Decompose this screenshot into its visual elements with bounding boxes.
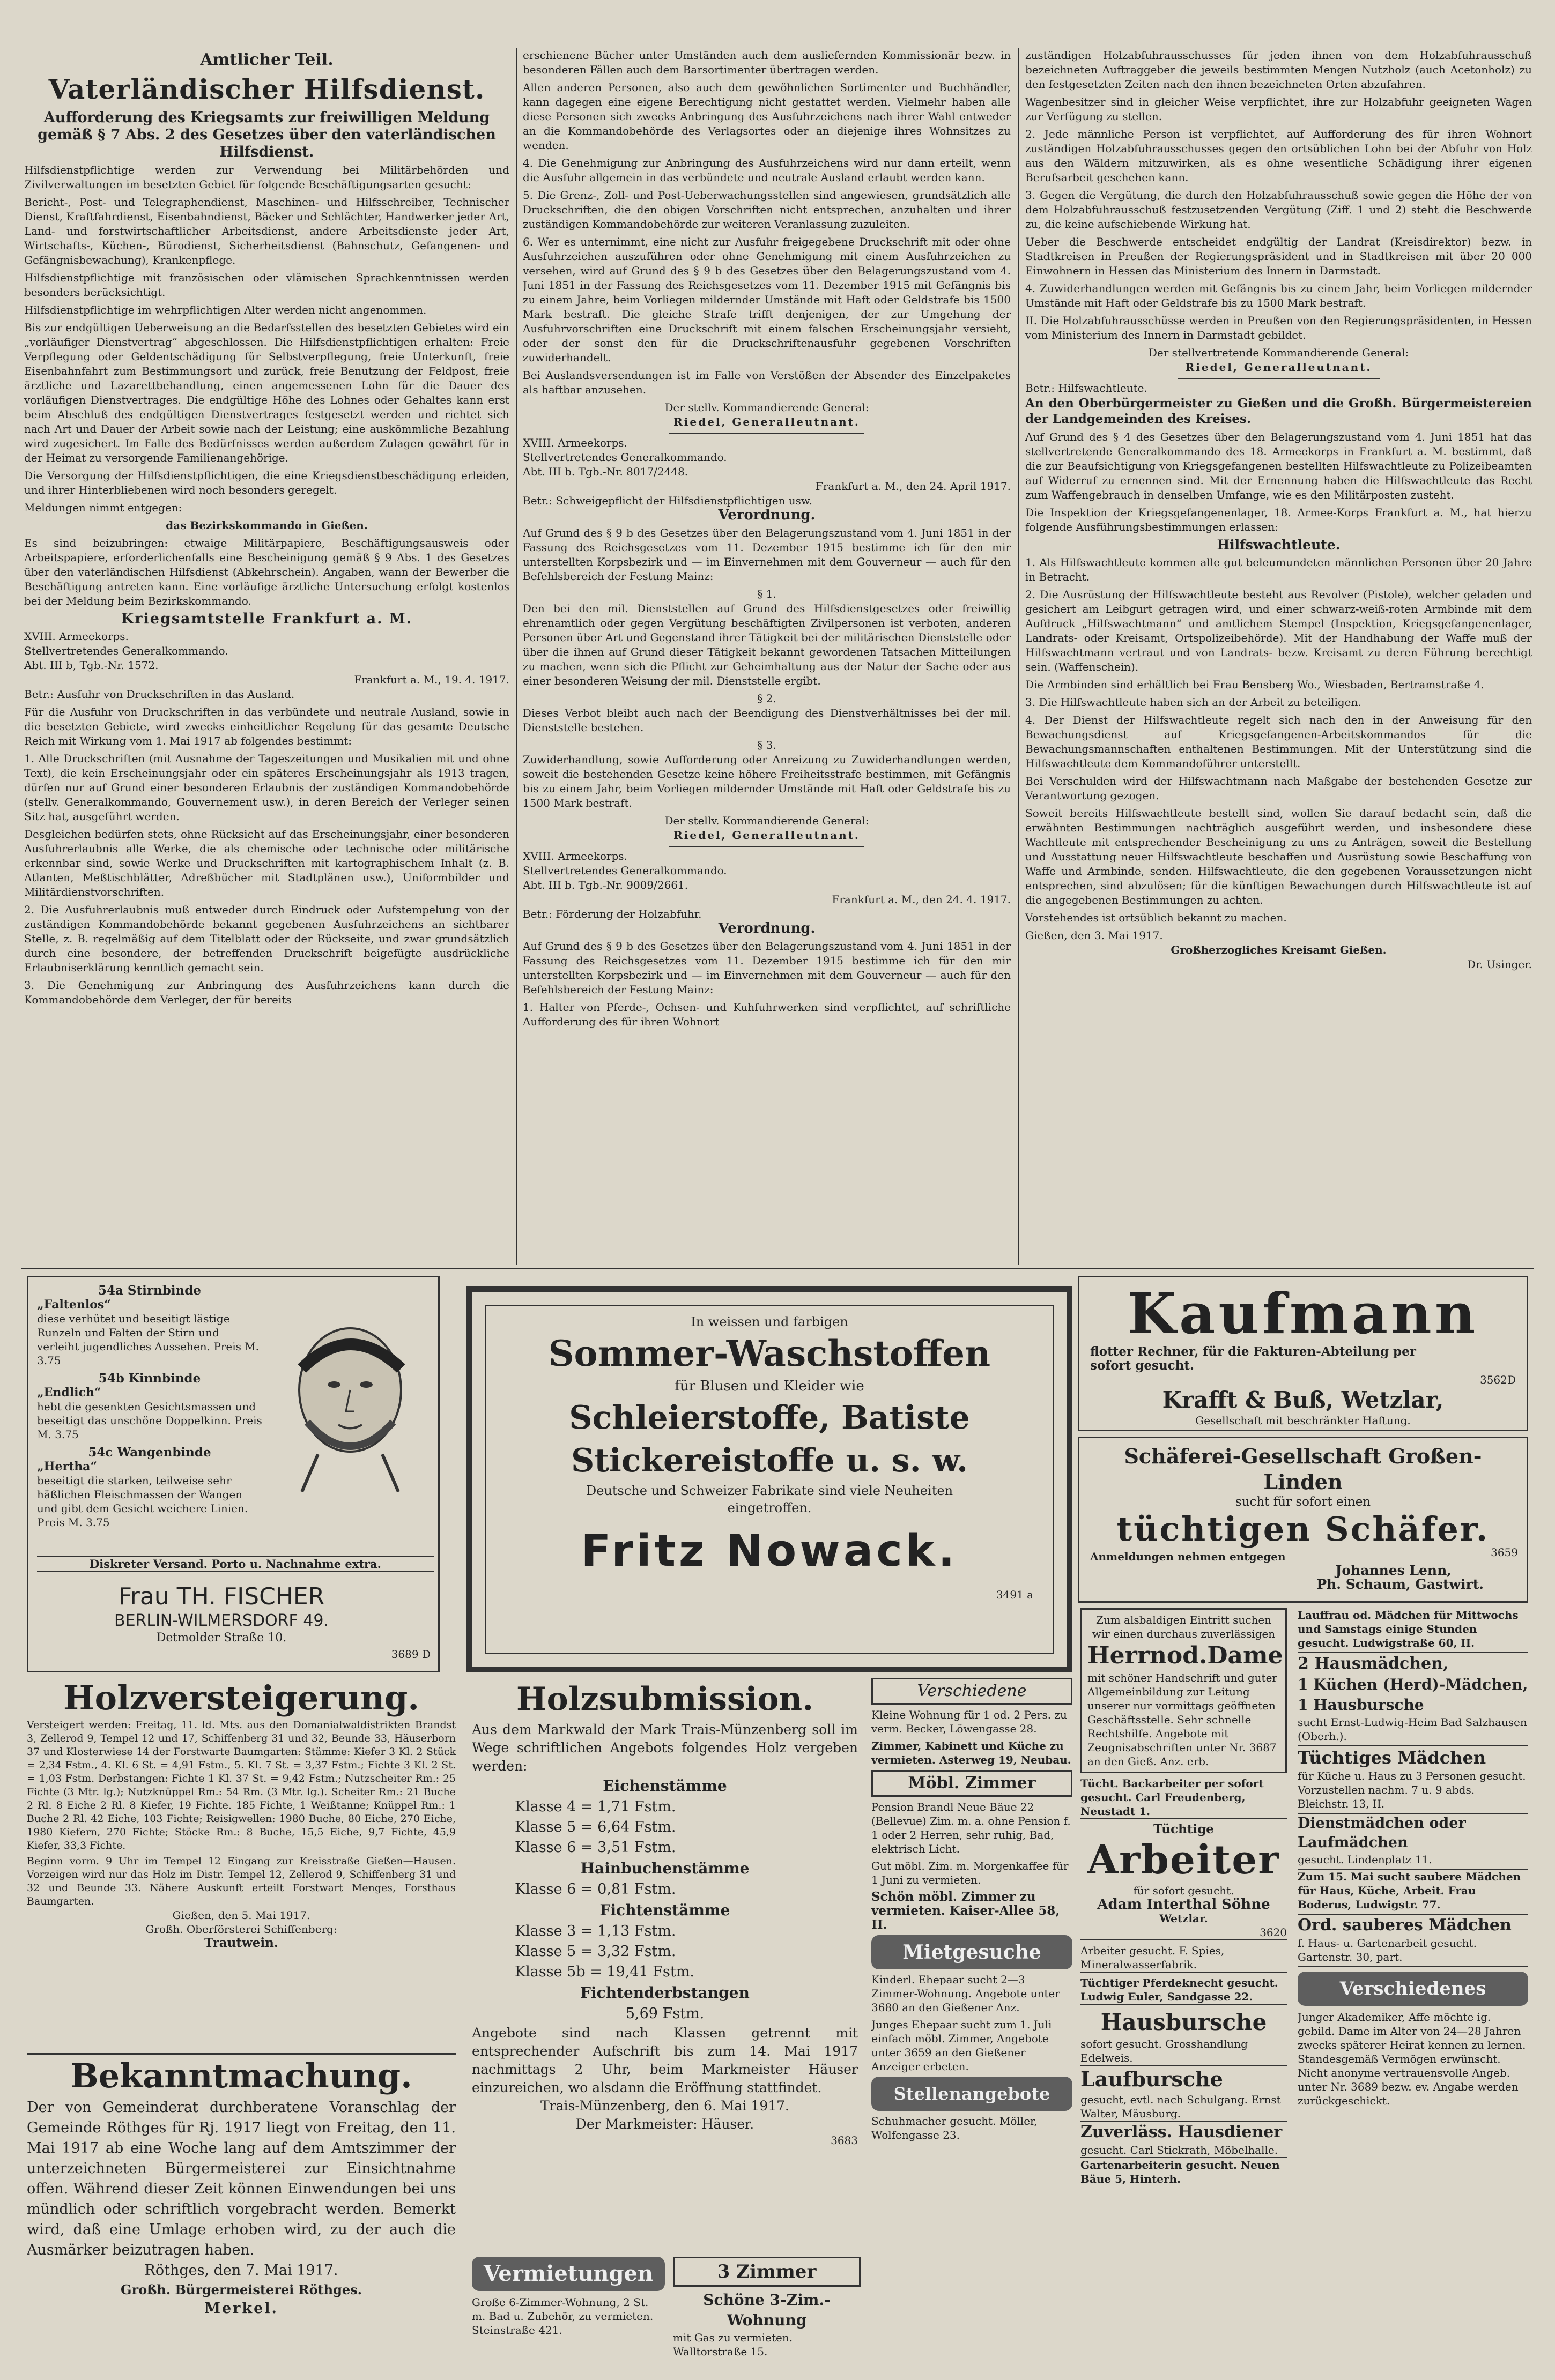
wood-row: Klasse 5b = 19,41 Fstm. xyxy=(515,1963,694,1980)
command-line: Stellvertretendes Generalkommando. xyxy=(523,451,727,464)
paragraph: 2. Die Ausfuhrerlaubnis muß entweder durch Eindruck oder Aufstempelung von der zuständigen Kommandobehörde bekannt gegebenen Ausfuhrzeichens an sichtbarer Stelle, z. B. regelmäßig auf dem Titelblatt oder der Rückseite, und zwar grundsätzlich durch eine besondere, der betreffenden Druckschrift beigefügte ausdrückliche Erlaubniserklärung kenntlich gemacht sein. xyxy=(24,903,509,974)
column-divider xyxy=(1018,48,1019,1265)
corps-line: XVIII. Armeekorps. xyxy=(523,436,627,449)
paragraph: Desgleichen bedürfen stets, ohne Rücksicht auf das Erscheinungsjahr, einer besonderen Ausfuhrerlaubnis alle Werke, die als chemische oder technische oder militärische erkennbar sind, sowie Werke und Druckschriften mit kartographischem Inhalt (z. B. Atlanten, Meßtischblätter, Adreßbücher mit Stadtplänen usw.), Uniformbilder und Militärdienstvorschriften. xyxy=(24,828,509,898)
wood-heading: Eichenstämme xyxy=(603,1777,727,1795)
ad-headline: Bekanntmachung. xyxy=(70,2056,412,2095)
ad-holzsubmission xyxy=(472,1678,858,2251)
ad-text: f. Haus- u. Gartenarbeit gesucht. Gartenstr. 30, part. xyxy=(1298,1936,1528,1967)
category-box: 3 Zimmer xyxy=(673,2257,861,2287)
fischer-address xyxy=(61,1583,382,1645)
ad-text: Schuhmacher gesucht. Möller, Wolfengasse 23. xyxy=(871,2115,1038,2141)
paragraph: Soweit bereits Hilfswachtleute bestellt sind, wollen Sie darauf bedacht sein, daß die erwähnten Bestimmungen nachträglich ausgeführt werden, und insbesondere diese Wachtleute mit entsprechender Bescheinigung zu uns zu Anträgen, soweit die Bestellung und Ausstattung neuer Hilfswachtleute beschaffen und Ausrüstung sowie Beschaffung von Waffe und Armbinde, senden. Hilfswachtleute, die den gegebenen Voraussetzungen nicht entsprechen, sind abzulösen; für die künftigen Bewachungen durch Hilfswachtleute ist auf die angegebenen Bestimmungen zu achten. xyxy=(1025,807,1532,906)
paragraph: zuständigen Holzabfuhrausschusses für jeden ihnen von dem Holzabfuhrausschuß bezeichneten Auftraggeber die jeweils bestimmten Mengen Nutzholz (auch Acetonholz) zu den festgesetzten Zeiten nach den ihnen bezeichneten Orten abzufahren. xyxy=(1025,49,1532,91)
paragraph: Den bei den mil. Dienststellen auf Grund des Hilfsdienstgesetzes oder freiwillig ehrenamtlich oder gegen Vergütung beschäftigten Zivilpersonen ist verboten, anderen Personen über Art und Gegenstand ihrer Tätigkeit bei der militärischen Dienststelle oder über die ihnen auf Grund dieser Tätigkeit bekannt gewordenen Tatsachen Mitteilungen zu machen, wenn sich die Pflicht zur Geheimhaltung aus der Natur der Sache oder aus einer besonderen Weisung der mil. Dienststelle ergibt. xyxy=(523,602,1011,687)
firm-name: Krafft & Buß, Wetzlar, xyxy=(1162,1387,1444,1413)
ad-vermietungen xyxy=(472,2257,665,2375)
paragraph: Auf Grund des § 9 b des Gesetzes über den Belagerungszustand vom 4. Juni 1851 in der Fassung des Reichsgesetzes vom 11. Dezember 1915 bestimme ich für den mir unterstellten Korpsbezirk und — im Einvernehmen mit dem Gouverneur — auch für den Befehlsbereich der Festung Mainz: xyxy=(523,940,1011,996)
paragraph: Vorstehendes ist ortsüblich bekannt zu machen. xyxy=(1025,911,1287,924)
ad-code: 3689 D xyxy=(391,1648,431,1661)
ad-text: Zimmer, Kabinett und Küche zu vermieten. Asterweg 19, Neubau. xyxy=(871,1739,1071,1766)
column-1 xyxy=(24,48,509,1265)
ad-text: Anmeldungen nehmen entgegen xyxy=(1090,1550,1286,1563)
date-line: Frankfurt a. M., 19. 4. 1917. xyxy=(354,673,509,686)
ad-headline: 1 Hausbursche xyxy=(1298,1696,1424,1714)
ad-line: für Blusen und Kleider wie xyxy=(675,1378,864,1394)
nowack-inner xyxy=(485,1305,1054,1654)
ad-text: gesucht. Carl Stickrath, Möbelhalle. xyxy=(1080,2143,1287,2158)
paragraph: Ueber die Beschwerde entscheidet endgültig der Landrat (Kreisdirektor) bezw. in Stadtkreisen in Preußen der Regierungspräsident und in Stadtkreisen mit über 20 000 Einwohnern in Hessen das Ministerium des Innern in Darmstadt. xyxy=(1025,235,1532,277)
ad-text: sucht für sofort einen xyxy=(1235,1495,1371,1509)
product-title: 54a Stirnbinde xyxy=(98,1283,201,1298)
ad-code: 3491 a xyxy=(996,1588,1033,1601)
paragraph: II. Die Holzabfuhrausschüsse werden in Preußen von den Regierungspräsidenten, in Hessen vom Ministerium des Innern in Darmstadt gebildet. xyxy=(1025,314,1532,341)
wood-row: Klasse 5 = 3,32 Fstm. xyxy=(515,1943,676,1960)
woman-portrait-illustration xyxy=(270,1310,425,1492)
signature-title: Der stellvertretende Kommandierende General: xyxy=(1148,346,1409,359)
ad-text: gesucht. Lindenplatz 11. xyxy=(1298,1853,1528,1870)
ad-text: Kleine Wohnung für 1 od. 2 Pers. zu verm. Becker, Löwengasse 28. xyxy=(871,1708,1067,1735)
ad-text: Gartenarbeiterin gesucht. Neuen Bäue 5, Hinterh. xyxy=(1080,2159,1280,2185)
paragraph: Auf Grund des § 9 b des Gesetzes über den Belagerungszustand vom 4. Juni 1851 in der Fassung des Reichsgesetzes vom 11. Dezember 1915 bestimme ich für den mir unterstellten Korpsbezirk und — im Einvernehmen mit dem Gouverneur — auch für den Befehlsbereich der Festung Mainz: xyxy=(523,526,1011,583)
section-label: Amtlicher Teil. xyxy=(200,50,334,69)
ad-headline: Schleierstoffe, Batiste xyxy=(569,1399,970,1437)
column-3 xyxy=(1025,48,1532,1265)
ad-text: Versteigert werden: Freitag, 11. ld. Mts. aus den Domanialwaldistrikten Brandst 3, Zellerod 9, Tempel 12 und 17, Schiffenberg 31 und 32, Beunde 33, Häuserborn 37 und Klosterwiese 14 der Forstwarte Baumgarten: Stämme: Kiefer 3 Kl. 2 Stück = 2,34 Fstm., 4. Kl. 6 St. = 4,91 Fstm., 5. Kl. 7 St. = 3,37 Fstm.; Fichte 3 Kl. 2 St. = 1,03 Fstm. Derbstangen: Fichte 1 Kl. 37 St. = 9,42 Fstm.; Nutzscheiter Rm.: 25 Fichte (3 Mtr. lg.); Nutzknüppel Rm.: 54 Rm. (3 Mtr. lg.). Scheiter Rm.: 21 Buche 2 Rl. 8 Eiche 2 Rl. 8 Kiefer, 19 Fichte. 185 Fichte, 1 Weißtanne; Knüppel Rm.: 1 Buche 2 Rl. 42 Eiche, 103 Fichte; Reisigwellen: 1980 Buche, 80 Eiche, 270 Eiche, 1980 Kiefern, 270 Fichte; Stöcke Rm.: 8 Buche, 15,5 Eiche, 9,7 Fichte, 45,9 Kiefer, 33,3 Fichte. xyxy=(27,1719,456,1851)
address-line: An den Oberbürgermeister zu Gießen und die Großh. Bürgermeistereien der Landgemeinden des Kreises. xyxy=(1025,396,1532,426)
ad-code: 3620 xyxy=(1260,1926,1287,1939)
ordinance-title: Verordnung. xyxy=(718,507,816,523)
product-text: beseitigt die starken, teilweise sehr häßlichen Fleischmassen der Wangen und gibt dem Gesicht weichere Linien. Preis M. 3.75 xyxy=(37,1474,248,1529)
ad-schaeferei xyxy=(1078,1437,1528,1603)
product-title: 54b Kinnbinde xyxy=(98,1371,201,1386)
paragraph: 6. Wer es unternimmt, eine nicht zur Ausfuhr freigegebene Druckschrift mit oder ohne Ausfuhrzeichen auszuführen oder ohne Genehmigung mit einem Ausfuhrzeichen zu versehen, wird auf Grund des § 9 b des Gesetzes über den Belagerungszustand vom 4. Juni 1851 in der Fassung des Reichsgesetzes vom 11. Dezember 1915 mit Gefängnis bis zu einem Jahre, beim Vorliegen mildernder Umstände mit Haft oder Geldstrafe bis 1500 Mark bestraft. Die gleiche Strafe trifft denjenigen, der zur Umgehung der Ausfuhrvorschriften eine Druckschrift mit einem falschen Erscheinungsjahr versieht, oder der sonst den für die Druckschriftenausfuhr gegebenen Vorschriften zuwiderhandelt. xyxy=(523,235,1011,364)
paragraph: Für die Ausfuhr von Druckschriften in das verbündete und neutrale Ausland, sowie in die besetzten Gebiete, wird zwecks einheitlicher Regelung für das gesamte Deutsche Reich mit Wirkung vom 1. Mai 1917 ab folgendes bestimmt: xyxy=(24,705,509,747)
category-banner: Vermietungen xyxy=(472,2257,665,2291)
paragraph: 4. Der Dienst der Hilfswachtleute regelt sich nach den in der Anweisung für den Bewachungsdienst auf Kriegsgefangenen-Arbeitskommandos für die Bewachungsmannschaften enthaltenen Bestimmungen. Mit der Unterstützung sind die Hilfswachtleute dem Kommandoführer unterstellt. xyxy=(1025,713,1532,770)
paragraph: Die Armbinden sind erhältlich bei Frau Bensberg Wo., Wiesbaden, Bertramstraße 4. xyxy=(1025,678,1484,691)
corps-line: XVIII. Armeekorps. xyxy=(523,850,627,862)
ad-text: gesucht, evtl. nach Schulgang. Ernst Walter, Mäusburg. xyxy=(1080,2093,1287,2122)
paragraph: Die Inspektion der Kriegsgefangenenlager, 18. Armee-Korps Frankfurt a. M., hat hierzu folgende Ausführungsbestimmungen erlassen: xyxy=(1025,506,1532,533)
paragraph: Allen anderen Personen, also auch dem gewöhnlichen Sortimenter und Buchhändler, kann dagegen eine eigene Berechtigung nicht gestattet werden. Vielmehr haben alle diese Personen sich zwecks Anbringung des Ausfuhrzeichens nach ihrer Wahl entweder an die Kommandobehörde des Verlagsortes oder an diejenige ihres Wohnsitzes zu wenden. xyxy=(523,81,1011,152)
ad-verschiedene-column xyxy=(871,1678,1072,2375)
ad-headline: 2 Hausmädchen, xyxy=(1298,1654,1449,1673)
product-name: „Endlich“ xyxy=(37,1386,101,1400)
wood-heading: Fichtenderbstangen xyxy=(580,1984,750,2002)
ad-kaufmann xyxy=(1078,1276,1528,1431)
paragraph: erschienene Bücher unter Umständen auch dem ausliefernden Kommissionär bezw. in besonderen Fällen auch dem Barsortimenter übertragen werden. xyxy=(523,49,1011,76)
paragraph: 2. Jede männliche Person ist verpflichtet, auf Aufforderung des für ihren Wohnort zuständigen Holzabfuhrausschusses gegen den ortsüblichen Lohn bei der Abfuhr von Holz aus den Wäldern mitzuwirken, als es ohne wesentliche Schädigung ihrer eigenen Berufsarbeit geschehen kann. xyxy=(1025,128,1532,184)
paragraph: 4. Die Genehmigung zur Anbringung des Ausfuhrzeichens wird nur dann erteilt, wenn die Ausfuhr allgemein in das verbündete und neutrale Ausland erlaubt werden kann. xyxy=(523,157,1011,184)
signature-name: Der Markmeister: Häuser. xyxy=(575,2116,754,2132)
wood-row: Klasse 4 = 1,71 Fstm. xyxy=(515,1798,676,1815)
column-2 xyxy=(523,48,1011,1265)
authority-line: Großherzogliches Kreisamt Gießen. xyxy=(1171,943,1387,956)
ad-headline: Hausbursche xyxy=(1100,2009,1267,2035)
ad-text: flotter Rechner, für die Fakturen-Abteilung per sofort gesucht. xyxy=(1090,1344,1416,1373)
firm-city: Wetzlar. xyxy=(1159,1912,1208,1925)
date-line: Frankfurt a. M., den 24. April 1917. xyxy=(815,480,1011,493)
divider xyxy=(669,846,864,847)
product-name: „Faltenlos“ xyxy=(37,1298,111,1312)
ad-text: Pension Brandl Neue Bäue 22 (Bellevue) Zim. m. a. ohne Pension f. 1 oder 2 Herren, sehr ruhig, Bad, elektrisch Licht. xyxy=(871,1801,1071,1855)
firm-subline: Gesellschaft mit beschränkter Haftung. xyxy=(1195,1414,1411,1427)
paragraph: Bis zur endgültigen Ueberweisung an die Bedarfsstellen des besetzten Gebietes wird ein „vorläufiger Dienstvertrag“ abgeschlossen. Die Hilfsdienstpflichtigen erhalten: Freie Verpflegung oder Geldentschädigung für Selbstverpflegung, freie Unterkunft, freie Eisenbahnfahrt zum Bestimmungsort und zurück, freie Benutzung der Feldpost, freie ärztliche und Lazarettbehandlung, einen angemessenen Lohn für die Dauer des vorläufigen Dienstvertrages. Die endgültige Höhe des Lohnes oder Gehaltes kann erst beim Abschluß des endgültigen Dienstvertrages festgesetzt werden und richtet sich nach Art und Dauer der Arbeit sowie nach der Leistung; eine auskömmliche Bezahlung wird zugesichert. Im Falle des Bedürfnisses werden außerdem Zulagen gewährt für in der Heimat zu versorgende Familienangehörige. xyxy=(24,321,509,464)
paragraph: Auf Grund des § 4 des Gesetzes über den Belagerungszustand vom 4. Juni 1851 hat das stellvertretende Generalkommando des 18. Armeekorps in Frankfurt a. M. bestimmt, daß die zur Beaufsichtigung von Kriegsgefangenen bestellten Hilfswachtleute zu Polizeibeamten auf Widerruf zu ernennen sind. Mit der Ernennung haben die Hilfswachtleute das Recht zum Waffengebrauch in denselben Umfange, wie es den Militärposten zusteht. xyxy=(1025,430,1532,501)
ad-headline: Kaufmann xyxy=(1127,1281,1479,1347)
authority-line: Großh. Bürgermeisterei Röthges. xyxy=(120,2282,362,2297)
contact-name: Ph. Schaum, Gastwirt. xyxy=(1316,1576,1484,1592)
ad-arbeiter xyxy=(1080,1823,1287,1940)
subject-line: Betr.: Schweigepflicht der Hilfsdienstpflichtigen usw. xyxy=(523,494,813,507)
ad-text: Schön möbl. Zimmer zu vermieten. Kaiser-Allee 58, II. xyxy=(871,1890,1060,1932)
category-banner: Mietgesuche xyxy=(871,1935,1072,1969)
ad-headline: Laufbursche xyxy=(1080,2067,1223,2091)
shipping-note: Diskreter Versand. Porto u. Nachnahme extra. xyxy=(37,1556,434,1572)
section-divider xyxy=(21,1268,1534,1269)
ad-text: Kinderl. Ehepaar sucht 2—3 Zimmer-Wohnung. Angebote unter 3680 an den Gießener Anz. xyxy=(871,1973,1060,2014)
subject-line: Betr.: Förderung der Holzabfuhr. xyxy=(523,908,702,920)
ad-text: sucht Ernst-Ludwig-Heim Bad Salzhausen (Oberh.). xyxy=(1298,1715,1528,1746)
ad-herrnod xyxy=(1080,1608,1287,1773)
ad-text: für sofort gesucht. xyxy=(1133,1884,1234,1897)
reference-line: Abt. III b. Tgb.-Nr. 8017/2448. xyxy=(523,465,688,478)
ad-fischer xyxy=(27,1276,440,1672)
paragraph: Zuwiderhandlung, sowie Aufforderung oder Anreizung zu Zuwiderhandlungen werden, soweit die bestehenden Gesetze keine höhere Freiheitsstrafe bestimmen, mit Gefängnis bis zu einem Jahr, beim Vorliegen mildernder Umstände mit Haft oder Geldstrafe bis zu 1500 Mark bestraft. xyxy=(523,753,1011,809)
paragraph: 1. Als Hilfswachtleute kommen alle gut beleumundeten männlichen Personen über 20 Jahre in Betracht. xyxy=(1025,556,1532,583)
ad-headline: Schöne 3-Zim.-Wohnung xyxy=(703,2291,831,2329)
firm-street: Detmolder Straße 10. xyxy=(156,1631,287,1645)
wood-row: Klasse 5 = 6,64 Fstm. xyxy=(515,1819,676,1835)
ad-text: Gut möbl. Zim. m. Morgenkaffee für 1 Juni zu vermieten. xyxy=(871,1860,1069,1886)
signature-name: Riedel, Generalleutnant. xyxy=(1185,361,1372,374)
paragraph: 2. Die Ausrüstung der Hilfswachtleute besteht aus Revolver (Pistole), welcher geladen und gesichert am Leibgurt getragen wird, und einer schwarz-weiß-roten Armbinde mit dem Aufdruck „Hilfswachtmann“ und amtlichem Stempel (Inspektion, Kriegsgefangenenlager, Landrats- oder Kreisamt, Ortspolizeibehörde). Mit der Handhabung der Waffe muß der Hilfswachtmann vertraut und von Landrats- bezw. Kreisamt zu deren Führung berechtigt sein. (Waffenschein). xyxy=(1025,588,1532,673)
signature-name: Trautwein. xyxy=(204,1936,278,1950)
product-text: hebt die gesenkten Gesichtsmassen und beseitigt das unschöne Doppelkinn. Preis M. 3.75 xyxy=(37,1400,262,1441)
fischer-text-area xyxy=(37,1284,262,1529)
wood-heading: Hainbuchenstämme xyxy=(580,1860,750,1877)
divider xyxy=(1178,378,1380,379)
ad-text: Junges Ehepaar sucht zum 1. Juli einfach möbl. Zimmer, Angebote unter 3659 an den Gießener Anzeiger erbeten. xyxy=(871,2018,1052,2073)
paragraph: Bei Auslandsversendungen ist im Falle von Verstößen der Absender des Einzelpaketes als haftbar anzusehen. xyxy=(523,369,1011,396)
subject-line: Betr.: Hilfswachtleute. xyxy=(1025,382,1147,395)
ad-text: sofort gesucht. Grosshandlung Edelweis. xyxy=(1080,2037,1287,2066)
category-box: Möbl. Zimmer xyxy=(871,1770,1072,1797)
signature: Kriegsamtstelle Frankfurt a. M. xyxy=(121,611,413,627)
ad-holzversteigerung xyxy=(27,1678,456,2042)
section-number: § 3. xyxy=(757,739,776,752)
paragraph: 3. Die Hilfswachtleute haben sich an der Arbeit zu beteiligen. xyxy=(1025,696,1361,709)
ad-bekanntmachung xyxy=(27,2053,456,2375)
ordinance-title: Verordnung. xyxy=(718,920,816,936)
section-number: § 1. xyxy=(757,587,776,600)
article-title: Vaterländischer Hilfsdienst. xyxy=(48,73,485,105)
firm-name: Fritz Nowack. xyxy=(581,1526,958,1576)
ad-text: für Küche u. Haus zu 3 Personen gesucht. Vorzustellen nachm. 7 u. 9 abds. Bleichstr. 13, II. xyxy=(1298,1769,1528,1814)
ad-text: Angebote sind nach Klassen getrennt mit entsprechender Aufschrift bis zum 14. Mai 1917 nachmittags 2 Uhr, beim Markmeister Häuser einzureichen, wo alsdann die Eröffnung stattfindet. xyxy=(472,2025,858,2095)
date-line: Röthges, den 7. Mai 1917. xyxy=(144,2262,338,2279)
contact-name: Johannes Lenn, xyxy=(1335,1563,1452,1578)
ad-headline: Tüchtiges Mädchen xyxy=(1298,1747,1486,1768)
command-line: Stellvertretendes Generalkommando. xyxy=(523,864,727,877)
wood-row: 5,69 Fstm. xyxy=(625,2005,705,2022)
signature-name: Dr. Usinger. xyxy=(1467,958,1532,971)
ad-text: Aus dem Markwald der Mark Trais-Münzenberg soll im Wege schriftlichen Angebots folgendes Holz vergeben werden: xyxy=(472,1722,858,1774)
ad-text: Tücht. Backarbeiter per sofort gesucht. Carl Freudenberg, Neustadt 1. xyxy=(1080,1776,1287,1819)
ad-headline: Ord. sauberes Mädchen xyxy=(1298,1916,1512,1935)
signature-title: Der stellv. Kommandierende General: xyxy=(664,401,869,414)
signature-name: Riedel, Generalleutnant. xyxy=(673,829,860,842)
category-box: Verschiedene xyxy=(871,1678,1072,1705)
ad-text: Tüchtiger Pferdeknecht gesucht. Ludwig Euler, Sandgasse 22. xyxy=(1080,1976,1287,2005)
ad-code: 3562D xyxy=(1480,1373,1516,1386)
paragraph: 3. Gegen die Vergütung, die durch den Holzabfuhrausschuß sowie gegen die Höhe der von dem Holzabfuhrausschuß festzusetzenden Vergütung (Ziff. 1 und 2) steht die Beschwerde zu, die keine aufschiebende Wirkung hat. xyxy=(1025,189,1532,230)
date-line: Gießen, den 3. Mai 1917. xyxy=(1025,929,1163,942)
signature-title: Der stellv. Kommandierende General: xyxy=(664,814,869,827)
category-banner: Verschiedenes xyxy=(1298,1972,1528,2006)
authority-line: Großh. Oberförsterei Schiffenberg: xyxy=(145,1923,337,1936)
ad-headline: tüchtigen Schäfer. xyxy=(1116,1509,1490,1549)
ad-line: Deutsche und Schweizer Fabrikate sind viele Neuheiten eingetroffen. xyxy=(586,1483,953,1515)
reference-line: Abt. III b, Tgb.-Nr. 1572. xyxy=(24,659,159,672)
paragraph: Die Versorgung der Hilfsdienstpflichtigen, die eine Kriegsdienstbeschädigung erleiden, und ihrer Hinterbliebenen wird noch besonders geregelt. xyxy=(24,469,509,496)
column-divider xyxy=(516,48,517,1265)
divider xyxy=(669,433,864,434)
paragraph: Bei Verschulden wird der Hilfswachtmann nach Maßgabe der bestehenden Gesetze zur Verantwortung gezogen. xyxy=(1025,775,1532,802)
ad-maedchen-column xyxy=(1298,1608,1528,2375)
paragraph: Meldungen nimmt entgegen: xyxy=(24,501,182,514)
wood-row: Klasse 6 = 0,81 Fstm. xyxy=(515,1881,676,1898)
ad-text: Der von Gemeinderat durchberatene Voranschlag der Gemeinde Röthges für Rj. 1917 liegt von Freitag, den 11. Mai 1917 ab eine Woche lang auf dem Amtszimmer der unterzeichneten Bürgermeisterei zur Einsichtnahme offen. Während dieser Zeit können Einwendungen bei uns mündlich oder schriftlich vorgebracht werden. Bemerkt wird, daß eine Umlage erhoben wird, zu der auch die Ausmärker beizutragen haben. xyxy=(27,2099,456,2258)
reference-line: Abt. III b. Tgb.-Nr. 9009/2661. xyxy=(523,879,688,891)
ad-text: Arbeiter gesucht. F. Spies, Mineralwasserfabrik. xyxy=(1080,1944,1287,1973)
ad-code: 3683 xyxy=(831,2134,858,2147)
paragraph: 4. Zuwiderhandlungen werden mit Gefängnis bis zu einem Jahr, beim Vorliegen mildernder Umstände mit Haft oder Geldstrafe bis zu 1500 Mark bestraft. xyxy=(1025,282,1532,309)
paragraph: Dieses Verbot bleibt auch nach der Beendigung des Dienstverhältnisses bei der mil. Dienststelle bestehen. xyxy=(523,706,1011,734)
paragraph: Bericht-, Post- und Telegraphendienst, Maschinen- und Hilfsschreiber, Technischer Dienst, Kraftfahrdienst, Eisenbahndienst, Bäcker und Schlächter, Handwerker jeder Art, Land- und forstwirtschaftlicher Arbeitsdienst, andere Arbeitsdienste jeder Art, Wirtschafts-, Küchen-, Bürodienst, Sicherheitsdienst (Bahnschutz, Gefangenen- und Gefängnisbewachung), Krankenpflege. xyxy=(24,196,509,266)
product-text: diese verhütet und beseitigt lästige Runzeln und Falten der Stirn und verleiht jugendliches Aussehen. Preis M. 3.75 xyxy=(37,1312,260,1367)
ad-headline: Dienstmädchen oder Laufmädchen xyxy=(1298,1815,1466,1851)
ad-text: Tüchtige xyxy=(1153,1822,1214,1836)
firm-city: BERLIN-WILMERSDORF 49. xyxy=(114,1611,329,1630)
command-line: Stellvertretendes Generalkommando. xyxy=(24,644,228,657)
wood-heading: Fichtenstämme xyxy=(599,1901,730,1919)
signature-name: Merkel. xyxy=(204,2300,278,2317)
ad-text: Junger Akademiker, Affe möchte ig. gebild. Dame im Alter von 24—28 Jahren zwecks späterer Heirat kennen zu lernen. Standesgemäß Vermögen erwünscht. Nicht anonyme vertrauensvolle Angeb. unter Nr. 3689 bezw. ev. Angabe werden zurückgeschickt. xyxy=(1298,2011,1526,2107)
ad-text: Große 6-Zimmer-Wohnung, 2 St. m. Bad u. Zubehör, zu vermieten. Steinstraße 421. xyxy=(472,2296,654,2337)
subject-line: Betr.: Ausfuhr von Druckschriften in das Ausland. xyxy=(24,688,295,701)
ad-headline: Herrnod.Dame xyxy=(1087,1642,1283,1669)
corps-line: XVIII. Armeekorps. xyxy=(24,630,129,643)
ad-text: mit Gas zu vermieten. Walltorstraße 15. xyxy=(673,2331,793,2358)
article-subtitle: Aufforderung des Kriegsamts zur freiwilligen Meldung gemäß § 7 Abs. 2 des Gesetzes über den vaterländischen Hilfsdienst. xyxy=(38,109,496,160)
ad-text: Lauffrau od. Mädchen für Mittwochs und Samstags einige Stunden gesucht. Ludwigstraße 60, II. xyxy=(1298,1608,1528,1653)
ad-headline: Arbeiter xyxy=(1087,1837,1280,1883)
category-banner: Stellenangebote xyxy=(871,2077,1072,2111)
product-title: 54c Wangenbinde xyxy=(88,1445,211,1460)
ad-headline: Zuverläss. Hausdiener xyxy=(1080,2123,1283,2141)
ad-headline: 1 Küchen (Herd)-Mädchen, xyxy=(1298,1676,1528,1693)
section-number: § 2. xyxy=(757,692,776,705)
ad-headline: Schäferei-Gesellschaft Großen-Linden xyxy=(1124,1444,1482,1494)
signature-name: Riedel, Generalleutnant. xyxy=(673,415,860,428)
firm-name: Frau TH. FISCHER xyxy=(118,1583,325,1610)
ad-text: mit schöner Handschrift und guter Allgemeinbildung zur Leitung unserer nur vormittags geöffneten Geschäftsstelle. Sehr schnelle Rechtshilfe. Angebote mit Zeugnisabschriften unter Nr. 3687 an den Gieß. Anz. erb. xyxy=(1087,1671,1277,1768)
ad-text: Beginn vorm. 9 Uhr im Tempel 12 Eingang zur Kreisstraße Gießen—Hausen. Vorzeigen wird nur das Holz im Distr. Tempel 12, Zellerod 9, Schiffenberg 31 und 32 und Beunde 33. Nähere Auskunft erteilt Forstwart Menges, Forsthaus Baumgarten. xyxy=(27,1855,456,1907)
date-line: Gießen, den 5. Mai 1917. xyxy=(172,1909,310,1922)
wood-row: Klasse 6 = 3,51 Fstm. xyxy=(515,1839,676,1856)
ad-text: Zum alsbaldigen Eintritt suchen wir einen durchaus zuverlässigen xyxy=(1092,1613,1276,1640)
paragraph: Hilfsdienstpflichtige im wehrpflichtigen Alter werden nicht angenommen. xyxy=(24,303,427,316)
date-line: Frankfurt a. M., den 24. 4. 1917. xyxy=(832,893,1011,906)
ad-headline: Sommer-Waschstoffen xyxy=(548,1333,991,1374)
ad-headline: Holzsubmission. xyxy=(516,1680,814,1718)
ad-line: In weissen und farbigen xyxy=(691,1314,848,1329)
date-line: Trais-Münzenberg, den 6. Mai 1917. xyxy=(540,2098,789,2114)
subheading: Hilfswachtleute. xyxy=(1217,537,1341,553)
ad-3-zimmer xyxy=(673,2257,861,2375)
ad-text: Zum 15. Mai sucht saubere Mädchen für Haus, Küche, Arbeit. Frau Boderus, Ludwigstr. 77. xyxy=(1298,1870,1528,1915)
paragraph: 1. Halter von Pferde-, Ochsen- und Kuhfuhrwerken sind verpflichtet, auf schriftliche Aufforderung des für ihren Wohnort xyxy=(523,1001,1011,1028)
paragraph: Wagenbesitzer sind in gleicher Weise verpflichtet, ihre zur Holzabfuhr geeigneten Wagen zur Verfügung zu stellen. xyxy=(1025,95,1532,123)
ad-stellen-column xyxy=(1080,1608,1287,2375)
firm-name: Adam Interthal Söhne xyxy=(1097,1896,1270,1913)
paragraph: Hilfsdienstpflichtige mit französischen oder vlämischen Sprachkenntnissen werden besonders berücksichtigt. xyxy=(24,271,509,299)
ad-headline: Stickereistoffe u. s. w. xyxy=(571,1442,968,1479)
paragraph: 3. Die Genehmigung zur Anbringung des Ausfuhrzeichens kann durch die Kommandobehörde dem Verleger, der für bereits xyxy=(24,979,509,1006)
paragraph: Es sind beizubringen: etwaige Militärpapiere, Beschäftigungsausweis oder Arbeitspapiere, erforderlichenfalls eine Bescheinigung gemäß § 9 Abs. 1 des Gesetzes über den vaterländischen Hilfsdienst (Abkehrschein). Angaben, wann der Bewerber die Beschäftigung antreten kann. Eine vorläufige ärztliche Untersuchung erfolgt kostenlos bei der Meldung beim Bezirkskommando. xyxy=(24,537,509,607)
ad-nowack xyxy=(466,1286,1072,1672)
ad-code: 3659 xyxy=(1491,1546,1518,1559)
ad-headline: Holzversteigerung. xyxy=(63,1678,419,1717)
product-name: „Hertha“ xyxy=(37,1460,98,1474)
wood-row: Klasse 3 = 1,13 Fstm. xyxy=(515,1923,676,1939)
paragraph: 1. Alle Druckschriften (mit Ausnahme der Tageszeitungen und Musikalien mit und ohne Text), die kein Erscheinungsjahr oder ein späteres Erscheinungsjahr als 1913 tragen, dürfen nur auf Grund einer besonderen Erlaubnis der zuständigen Kommandobehörde (stellv. Generalkommando, Gouvernement usw.), in deren Bereich der Verleger seinen Sitz hat, ausgeführt werden. xyxy=(24,752,509,823)
paragraph: das Bezirkskommando in Gießen. xyxy=(166,519,368,532)
paragraph: 5. Die Grenz-, Zoll- und Post-Ueberwachungsstellen sind angewiesen, grundsätzlich alle Druckschriften, die den obigen Vorschriften nicht entsprechen, anzuhalten und ihrer zuständigen Kommandobehörde zur weiteren Veranlassung zuzuleiten. xyxy=(523,189,1011,230)
paragraph: Hilfsdienstpflichtige werden zur Verwendung bei Militärbehörden und Zivilverwaltungen im besetzten Gebiet für folgende Beschäftigungsarten gesucht: xyxy=(24,163,509,191)
